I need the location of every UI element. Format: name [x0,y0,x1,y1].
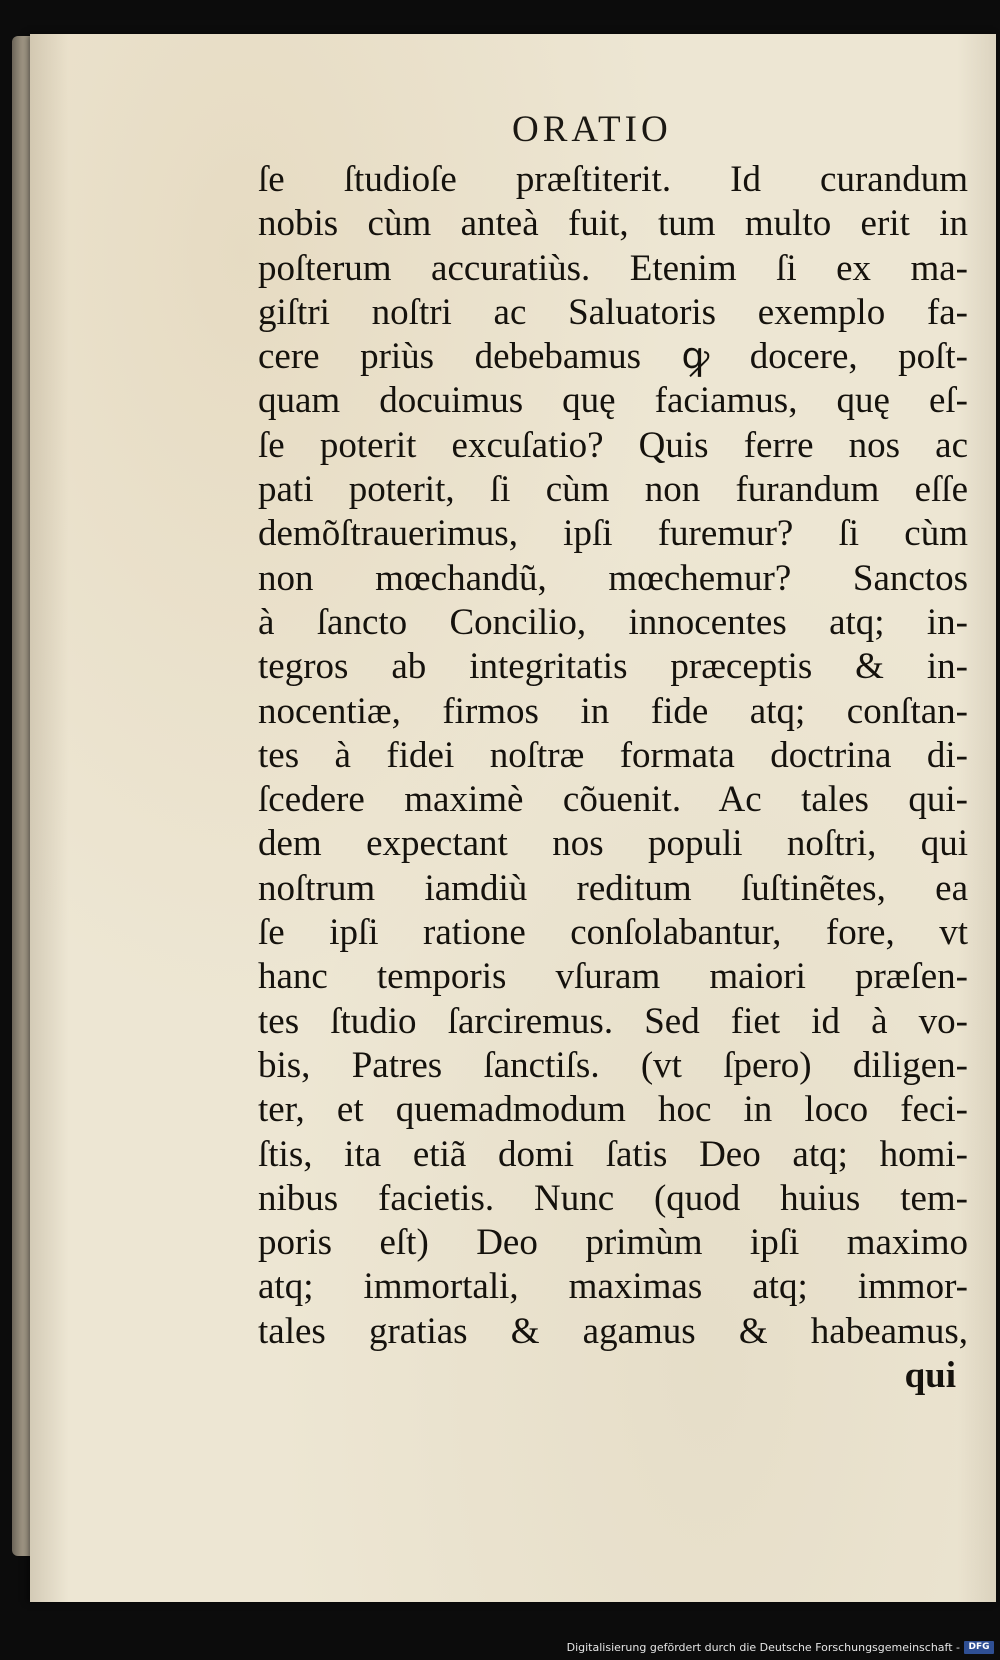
dfg-logo: DFG [964,1641,994,1654]
text-line: pati poterit, ſi cùm non furandum eſſe [258,469,968,511]
running-header: ORATIO [512,109,672,150]
text-line: ſtis, ita etiã domi ſatis Deo atq; homi- [258,1133,968,1175]
text-line: ſe poterit excuſatio? Quis ferre nos ac [258,424,968,466]
text-line: cere priùs debebamus ꝙ docere, poſt- [258,336,968,378]
text-line: ſe ipſi ratione conſolabantur, fore, vt [258,912,968,954]
text-line: ſcedere maximè cõuenit. Ac tales qui- [258,779,968,821]
text-block [258,158,968,1398]
text-line: bis, Patres ſanctiſs. (vt ſpero) diligen- [258,1044,968,1086]
text-line: tes ſtudio ſarciremus. Sed fiet id à vo- [258,1000,968,1042]
text-line: nocentiæ, firmos in fide atq; conſtan- [258,690,968,732]
text-line: tegros ab integritatis præceptis & in- [258,646,968,688]
text-line: dem expectant nos populi noſtri, qui [258,823,968,865]
footer-bar [0,1634,1000,1660]
text-line: quam docuimus quę faciamus, quę eſ- [258,380,968,422]
text-line: poſterum accuratiùs. Etenim ſi ex ma- [258,247,968,289]
text-line: poris eſt) Deo primùm ipſi maximo [258,1222,968,1264]
text-line: noſtrum iamdiù reditum ſuſtinẽtes, ea [258,867,968,909]
text-line: nibus facietis. Nunc (quod huius tem- [258,1177,968,1219]
text-line: giſtri noſtri ac Saluatoris exemplo fa- [258,291,968,333]
text-line: ſe ſtudioſe præſtiterit. Id curandum [258,159,968,200]
text-line: ter, et quemadmodum hoc in loco feci- [258,1089,968,1131]
text-line: non mœchandũ, mœchemur? Sanctos [258,557,968,599]
text-line: hanc temporis vſuram maiori præſen- [258,956,968,998]
text-line: tes à fidei noſtræ formata doctrina di- [258,734,968,776]
text-line: à ſancto Concilio, innocentes atq; in- [258,601,968,643]
text-line: nobis cùm anteà fuit, tum multo erit in [258,203,968,245]
text-line: atq; immortali, maximas atq; immor- [258,1266,968,1308]
text-line: demõſtrauerimus, ipſi furemur? ſi cùm [258,513,968,555]
text-line: tales gratias & agamus & habeamus, [258,1310,968,1352]
footer-credit: Digitalisierung gefördert durch die Deutsche Forschungsgemeinschaft - [566,1641,960,1654]
catchword: qui [904,1355,956,1397]
